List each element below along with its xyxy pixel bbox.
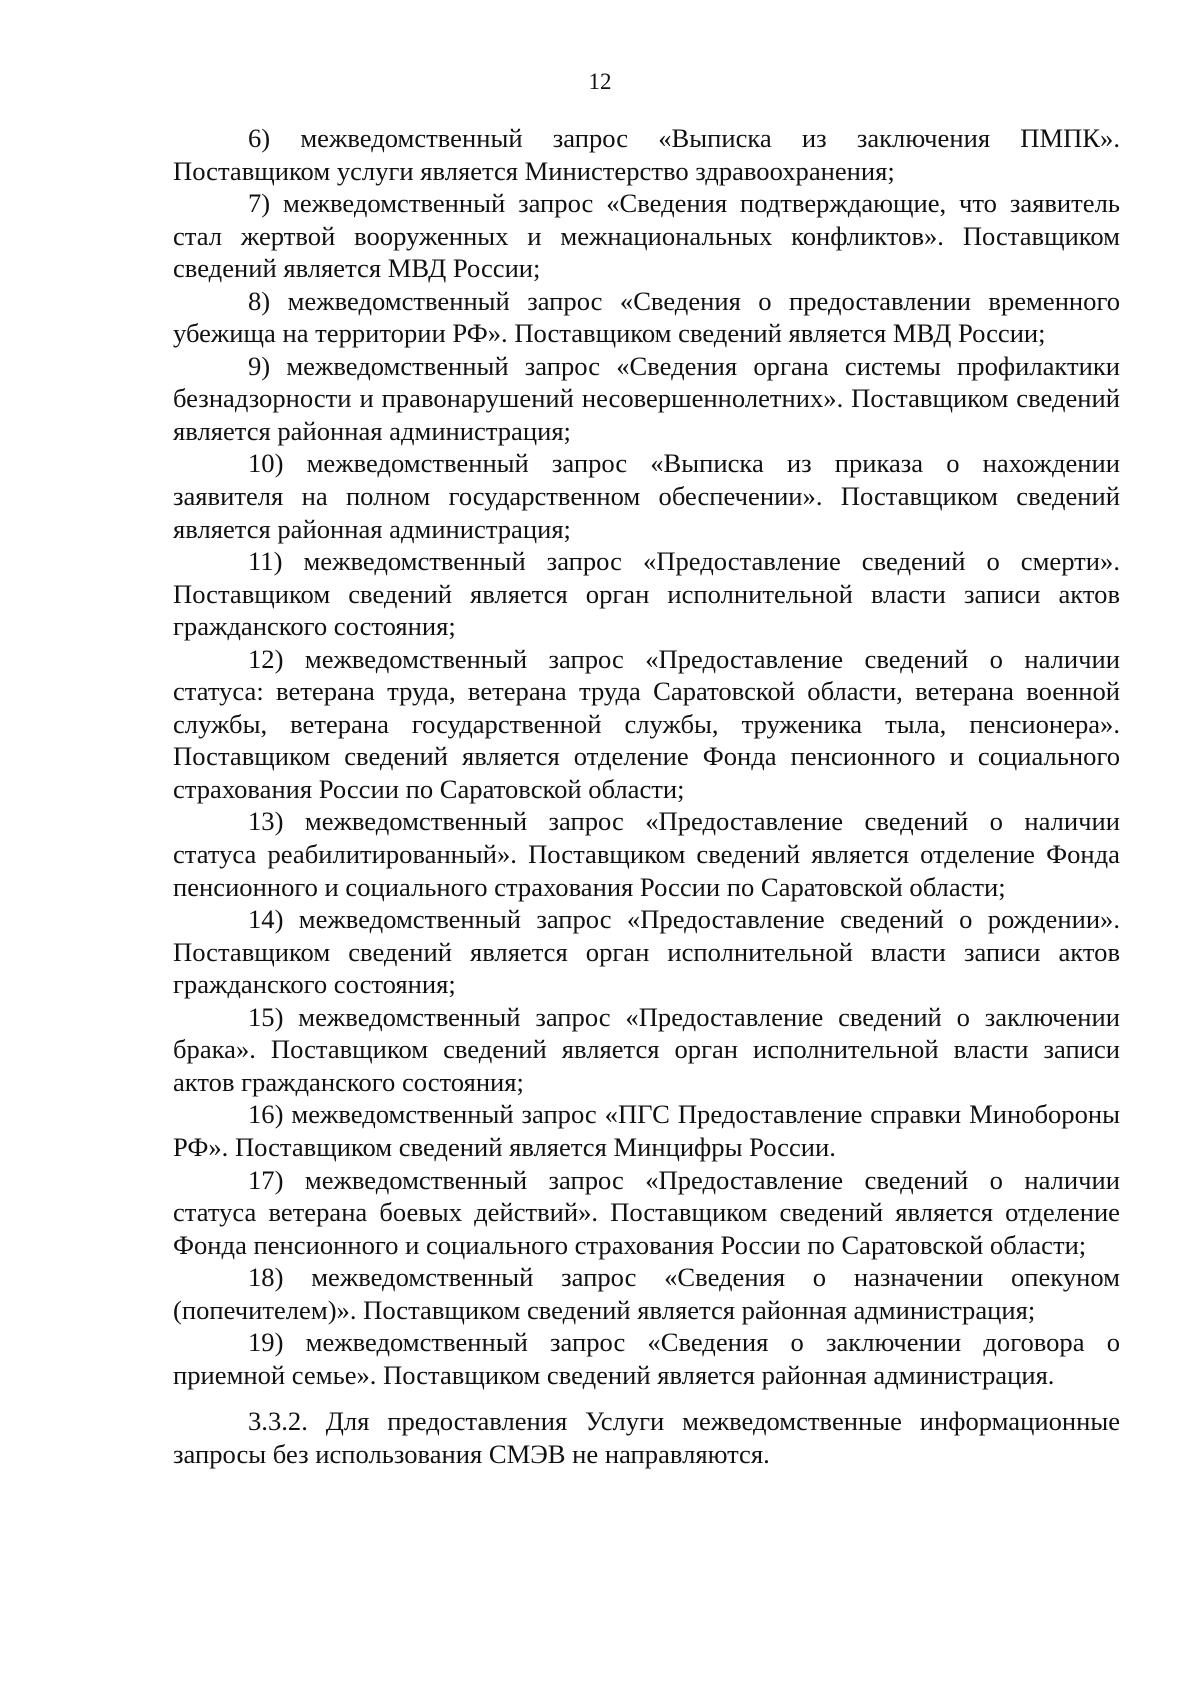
list-item-7: 7) межведомственный запрос «Сведения подтверждающие, что заявитель стал жертвой вооруженных и межнациональных конфликтов». Поставщиком сведений является МВД России; [173, 188, 1120, 284]
section-3-3-2-paragraph: 3.3.2. Для предоставления Услуги межведомственные информационные запросы без использования СМЭВ не направляются. [173, 1406, 1120, 1469]
list-item-16: 16) межведомственный запрос «ПГС Предоставление справки Минобороны РФ». Поставщиком сведений является Минцифры России. [173, 1099, 1120, 1162]
list-item-17: 17) межведомственный запрос «Предоставление сведений о наличии статуса ветерана боевых действий». Поставщиком сведений является отделение Фонда пенсионного и социального страхования России по Саратовской области; [173, 1164, 1120, 1260]
list-item-8: 8) межведомственный запрос «Сведения о предоставлении временного убежища на территории РФ». Поставщиком сведений является МВД России; [173, 285, 1120, 349]
list-item-6: 6) межведомственный запрос «Выписка из заключения ПМПК». Поставщиком услуги является Министерство здравоохранения; [173, 123, 1120, 186]
list-item-11: 11) межведомственный запрос «Предоставление сведений о смерти». Поставщиком сведений является орган исполнительной власти записи актов гражданского состояния; [173, 546, 1120, 642]
list-item-10: 10) межведомственный запрос «Выписка из приказа о нахождении заявителя на полном государственном обеспечении». Поставщиком сведений является районная администрация; [173, 448, 1120, 544]
list-item-14: 14) межведомственный запрос «Предоставление сведений о рождении». Поставщиком сведений является орган исполнительной власти записи актов гражданского состояния; [173, 904, 1120, 1000]
list-item-13: 13) межведомственный запрос «Предоставление сведений о наличии статуса реабилитированный». Поставщиком сведений является отделение Фонда пенсионного и социального страхования России по Саратовской области; [173, 806, 1120, 902]
document-body [173, 122, 1120, 1470]
list-item-12: 12) межведомственный запрос «Предоставление сведений о наличии статуса: ветерана труда, ветерана труда Саратовской области, ветерана военной службы, ветерана государственной службы, труженика тыла, пенсионера». Поставщиком сведений является отделение Фонда пенсионного и социального страхования России по Саратовской области; [173, 643, 1120, 804]
list-item-19: 19) межведомственный запрос «Сведения о заключении договора о приемной семье». Поставщиком сведений является районная администрация. [173, 1327, 1120, 1390]
list-item-18: 18) межведомственный запрос «Сведения о назначении опекуном (попечителем)». Поставщиком сведений является районная администрация; [173, 1262, 1120, 1325]
list-item-15: 15) межведомственный запрос «Предоставление сведений о заключении брака». Поставщиком сведений является орган исполнительной власти записи актов гражданского состояния; [173, 1001, 1120, 1097]
page-number: 12 [588, 69, 612, 94]
list-item-9: 9) межведомственный запрос «Сведения органа системы профилактики безнадзорности и правонарушений несовершеннолетних». Поставщиком сведений является районная администрация; [173, 350, 1120, 446]
